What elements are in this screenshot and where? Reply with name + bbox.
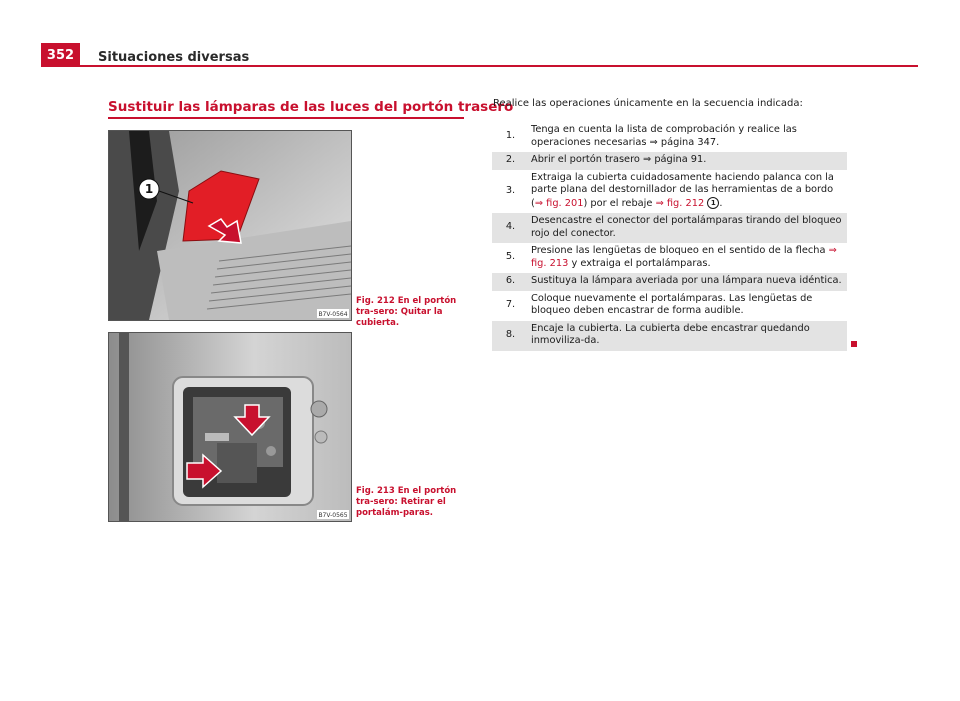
figure-213: [108, 332, 352, 522]
step-row: [492, 273, 847, 291]
step-text-part: Extraiga la cubierta cuidadosamente haciendo palanca con la parte plana del destornillador de las herramientas de a bordo (: [531, 171, 834, 209]
step-text: Encaje la cubierta. La cubierta debe encastrar quedando inmoviliza-da.: [529, 321, 847, 351]
step-row: [492, 321, 847, 351]
figure-212: [108, 130, 352, 321]
fig-213-link[interactable]: ⇒ fig. 213: [531, 245, 837, 269]
fig-201-link[interactable]: ⇒ fig. 201: [534, 197, 584, 209]
step-number: 7.: [505, 298, 516, 310]
callout-badge: 1: [707, 197, 719, 209]
step-text: Coloque nuevamente el portalámparas. Las lengüetas de bloqueo deben encastrar de forma audible.: [531, 292, 813, 316]
steps-table: [492, 122, 847, 351]
step-row: [492, 170, 847, 214]
figure-code: B7V-0565: [318, 512, 348, 519]
lamp-holder-illustration: [109, 333, 351, 521]
figure-213-caption: Fig. 213 En el portón tra-sero: Retirar el portalám-paras.: [356, 486, 457, 518]
step-number: 4.: [492, 213, 529, 243]
step-row: [492, 152, 847, 170]
step-row: [492, 122, 847, 152]
page-number: 352: [41, 43, 80, 65]
step-text: Sustituya la lámpara averiada por una lámpara nueva idéntica.: [529, 273, 847, 291]
figure-code: B7V-0564: [318, 311, 348, 318]
running-header: Situaciones diversas: [98, 50, 250, 65]
section-rule: [108, 117, 464, 119]
step-text: Abrir el portón trasero ⇒ página 91.: [529, 152, 847, 170]
figure-212-caption: Fig. 212 En el portón tra-sero: Quitar la cubierta.: [356, 296, 457, 328]
step-text-part: .: [719, 197, 723, 209]
step-number: 1.: [505, 130, 516, 142]
step-text-part: Presione las lengüetas de bloqueo en el sentido de la flecha: [531, 245, 829, 256]
section-title: Sustituir las lámparas de las luces del portón trasero: [108, 99, 514, 115]
intro-text: Realice las operaciones únicamente en la secuencia indicada:: [493, 98, 803, 109]
fig-212-link[interactable]: ⇒ fig. 212: [655, 197, 705, 209]
step-text-part: y extraiga el portalámparas.: [568, 257, 711, 269]
step-number: 3.: [505, 184, 516, 196]
step-text-part: ) por el rebaje: [583, 197, 656, 209]
step-row: [492, 213, 847, 243]
header-rule: [41, 65, 918, 67]
step-number: 6.: [492, 273, 529, 291]
step-text: [529, 170, 847, 214]
callout-1: 1: [144, 182, 154, 196]
tailgate-cover-illustration: [109, 131, 351, 320]
step-number: 2.: [492, 152, 529, 170]
step-text: Desencastre el conector del portalámparas tirando del bloqueo rojo del conector.: [529, 213, 847, 243]
section-end-marker: [851, 341, 857, 347]
step-text: Tenga en cuenta la lista de comprobación y realice las operaciones necesarias ⇒ página 347.: [531, 124, 797, 148]
step-text: [529, 243, 847, 273]
step-row: [492, 291, 847, 321]
step-number: 8.: [492, 321, 529, 351]
step-number: 5.: [505, 251, 516, 263]
step-row: [492, 243, 847, 273]
